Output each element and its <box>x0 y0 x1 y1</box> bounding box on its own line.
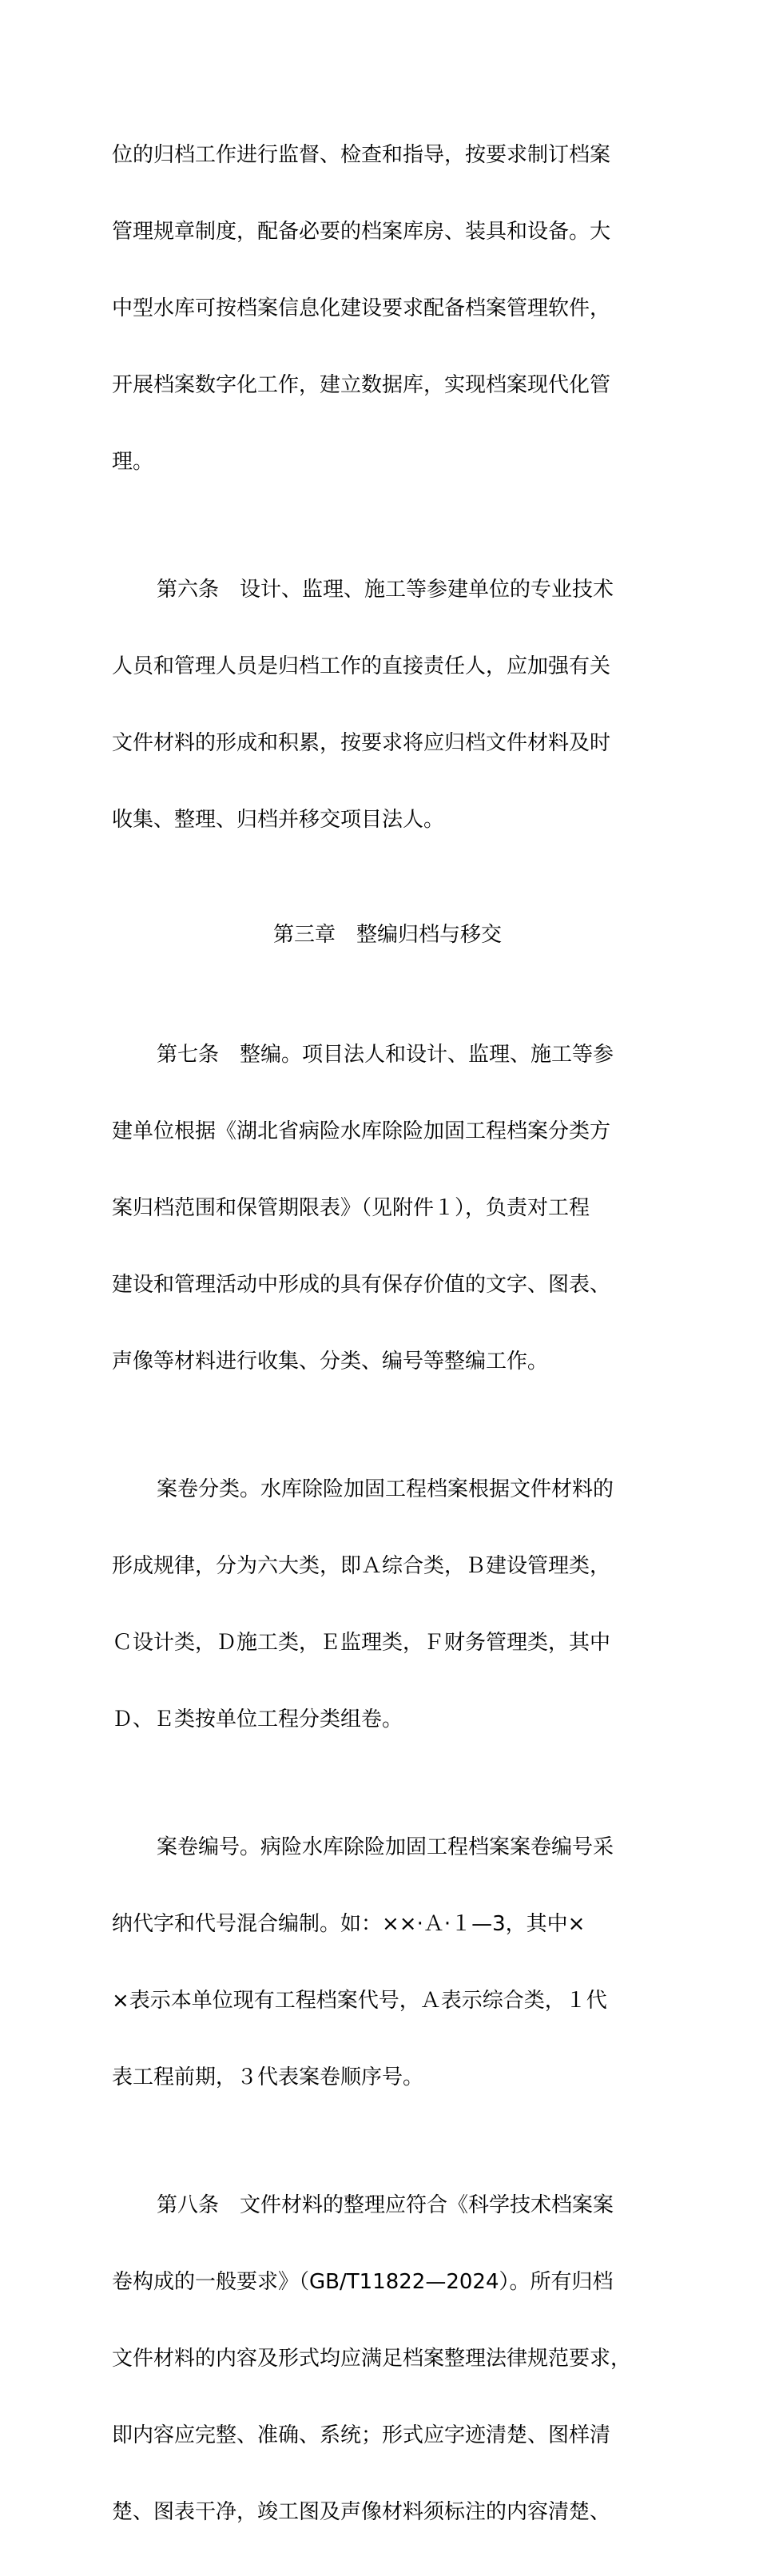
text-line: 文件材料的形成和积累，按要求将应归档文件材料及时 <box>112 731 611 755</box>
text-line: 表工程前期，３代表案卷顺序号。 <box>112 2065 424 2089</box>
text-line: 文件材料的内容及形式均应满足档案整理法律规范要求， <box>112 2347 632 2371</box>
text-line: 第八条 文件材料的整理应符合《科学技术档案案 <box>157 2193 614 2217</box>
paragraph-classification <box>112 1425 663 1783</box>
text-line: 第六条 设计、监理、施工等参建单位的专业技术 <box>157 578 614 602</box>
document-body <box>112 91 663 2576</box>
article-6 <box>112 526 663 884</box>
text-line: 建设和管理活动中形成的具有保存价值的文字、图表、 <box>112 1273 611 1297</box>
text-line: 中型水库可按档案信息化建设要求配备档案管理软件， <box>112 296 611 320</box>
text-line: 纳代字和代号混合编制。如：××·Ａ·１—3，其中× <box>112 1912 586 1936</box>
text-line: 卷构成的一般要求》（GB/T11822—2024）。所有归档 <box>112 2270 614 2294</box>
text-line: 声像等材料进行收集、分类、编号等整编工作。 <box>112 1350 549 1373</box>
text-line: Ｄ、Ｅ类按单位工程分类组卷。 <box>112 1707 403 1731</box>
text-line: 理。 <box>112 450 154 474</box>
text-line: 收集、整理、归档并移交项目法人。 <box>112 808 445 832</box>
text-line: 位的归档工作进行监督、检查和指导，按要求制订档案 <box>112 143 611 167</box>
text-line: 案卷编号。病险水库除险加固工程档案案卷编号采 <box>157 1835 614 1859</box>
article-8 <box>112 2141 663 2576</box>
text-line: 即内容应完整、准确、系统；形式应字迹清楚、图样清 <box>112 2423 611 2447</box>
chapter-title: 第三章 整编归档与移交 <box>272 923 502 947</box>
text-line: 人员和管理人员是归档工作的直接责任人，应加强有关 <box>112 654 611 678</box>
text-line: 建单位根据《湖北省病险水库除险加固工程档案分类方 <box>112 1119 611 1143</box>
text-line: 第七条 整编。项目法人和设计、监理、施工等参 <box>157 1043 614 1067</box>
text-line: 形成规律，分为六大类，即Ａ综合类，Ｂ建设管理类， <box>112 1554 611 1578</box>
text-line: ×表示本单位现有工程档案代号，Ａ表示综合类，１代 <box>112 1989 607 2013</box>
paragraph-numbering <box>112 1783 663 2141</box>
text-line: 开展档案数字化工作，建立数据库，实现档案现代化管 <box>112 373 611 397</box>
text-line: 案归档范围和保管期限表》（见附件１），负责对工程 <box>112 1196 590 1220</box>
text-line: 案卷分类。水库除险加固工程档案根据文件材料的 <box>157 1477 614 1501</box>
text-line: 管理规章制度，配备必要的档案库房、装具和设备。大 <box>112 220 611 244</box>
text-line: Ｃ设计类，Ｄ施工类，Ｅ监理类，Ｆ财务管理类，其中 <box>112 1631 611 1655</box>
article-7 <box>112 991 663 1425</box>
text-line: 楚、图表干净，竣工图及声像材料须标注的内容清楚、 <box>112 2500 611 2524</box>
paragraph-continuation <box>112 91 663 526</box>
